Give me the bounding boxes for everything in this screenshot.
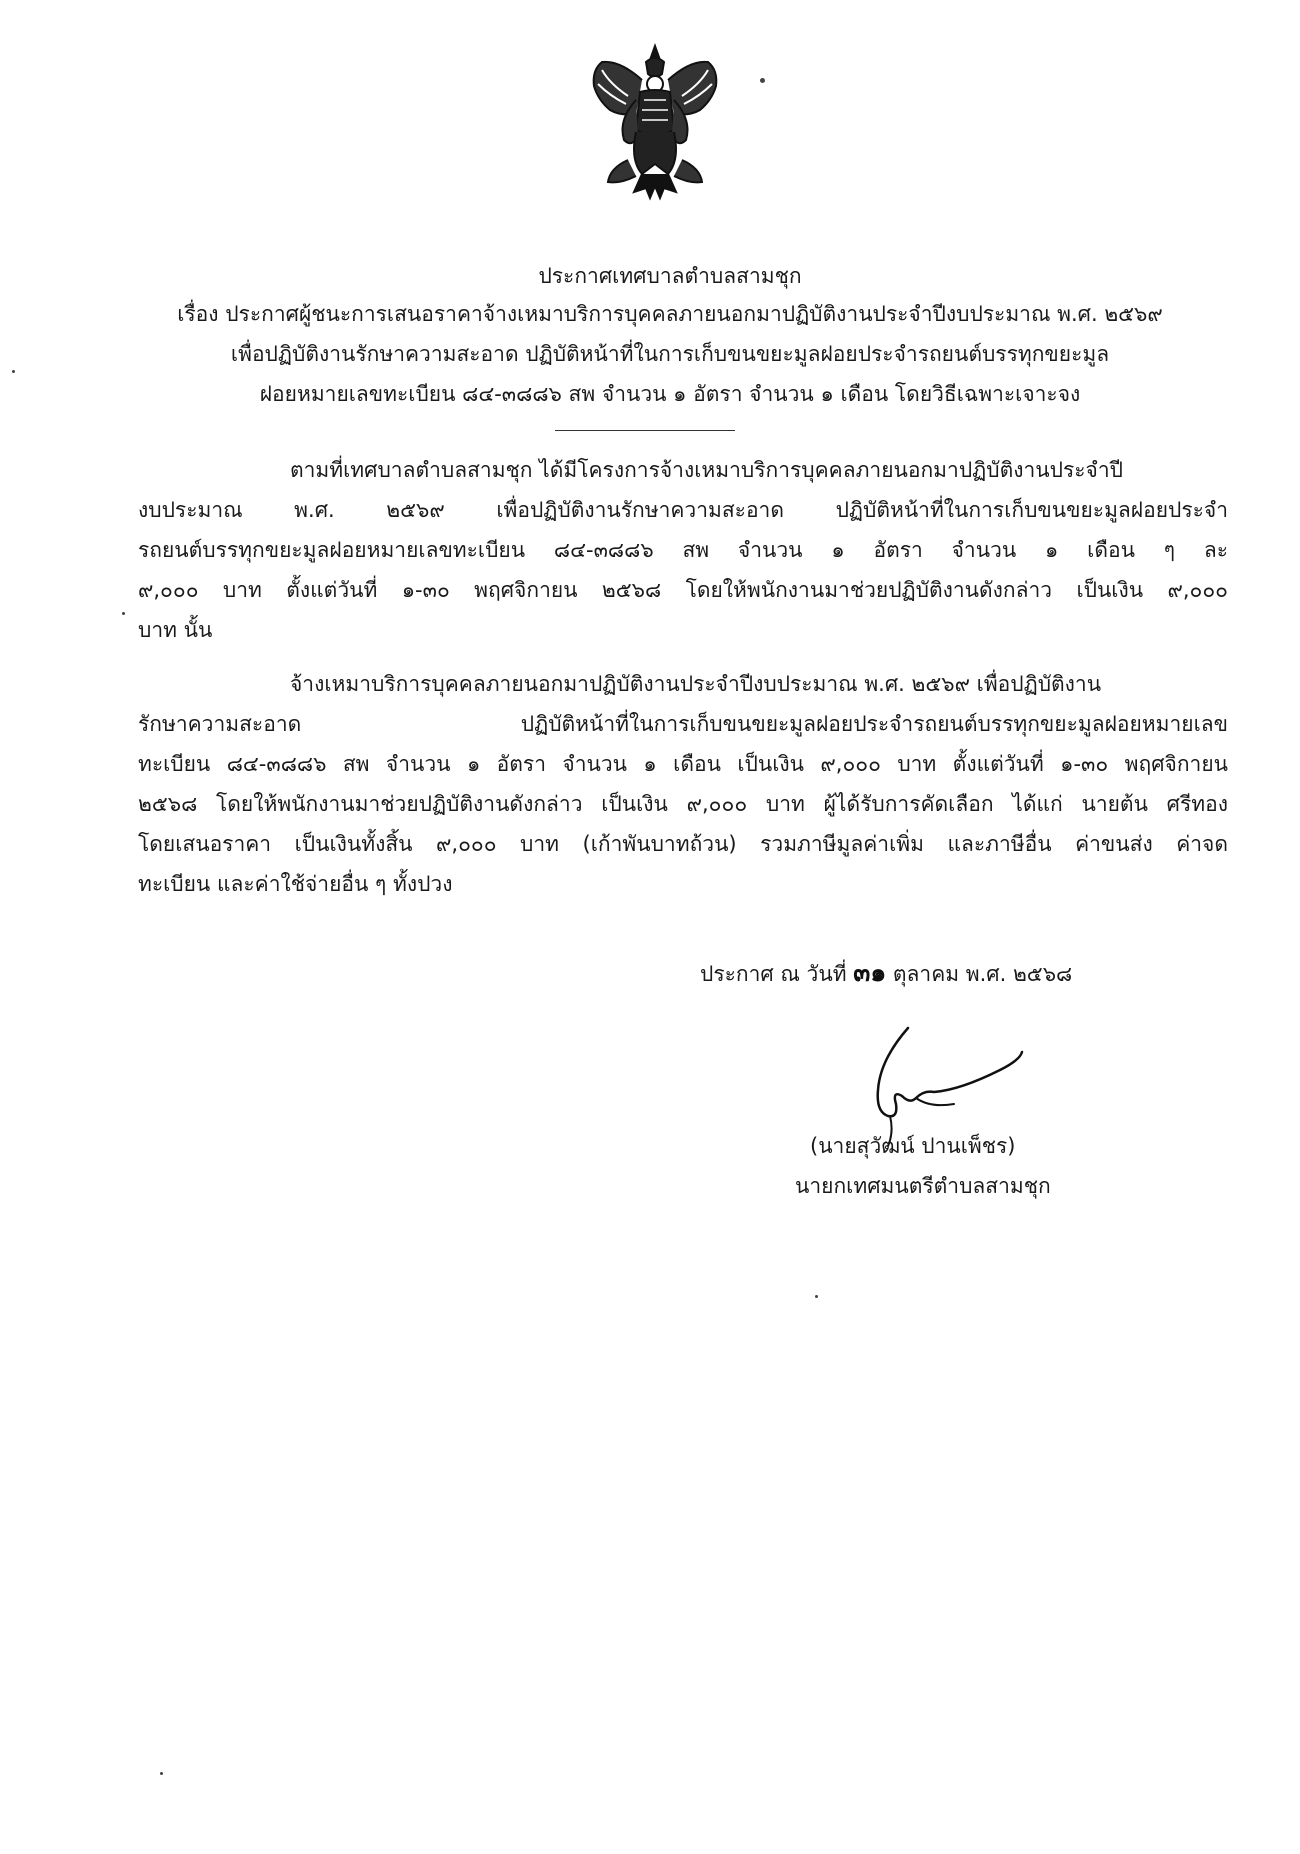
paragraph-2-line: ทะเบียน และค่าใช้จ่ายอื่น ๆ ทั้งปวง xyxy=(138,872,453,896)
scan-speck xyxy=(160,1772,163,1775)
paragraph-1-line: งบประมาณ พ.ศ. ๒๕๖๙ เพื่อปฏิบัติงานรักษาความสะอาด ปฏิบัติหน้าที่ในการเก็บขนขยะมูลฝอยประจำ xyxy=(138,498,1228,522)
paragraph-2-line: โดยเสนอราคา เป็นเงินทั้งสิ้น ๙,๐๐๐ บาท (เก้าพันบาทถ้วน) รวมภาษีมูลค่าเพิ่ม และภาษีอื่น ค่าขนส่ง ค่าจด xyxy=(138,832,1228,856)
signer-name: (นายสุวัฒน์ ปานเพ็ชร) xyxy=(810,1134,1016,1158)
paragraph-2-line: ทะเบียน ๘๔-๓๘๘๖ สพ จำนวน ๑ อัตรา จำนวน ๑ เดือน เป็นเงิน ๙,๐๐๐ บาท ตั้งแต่วันที่ ๑-๓๐ พฤศจิกายน xyxy=(138,752,1228,776)
signer-position: นายกเทศมนตรีตำบลสามชุก xyxy=(795,1174,1051,1198)
paragraph-1-line: บาท นั้น xyxy=(138,618,213,642)
paragraph-2-line: จ้างเหมาบริการบุคคลภายนอกมาปฏิบัติงานประจำปีงบประมาณ พ.ศ. ๒๕๖๙ เพื่อปฏิบัติงาน xyxy=(290,672,1102,696)
announcement-title: ประกาศเทศบาลตำบลสามชุก xyxy=(538,264,802,288)
announcement-date xyxy=(700,955,1072,992)
date-prefix: ประกาศ ณ วันที่ xyxy=(700,962,847,986)
paragraph-1-line: ๙,๐๐๐ บาท ตั้งแต่วันที่ ๑-๓๐ พฤศจิกายน ๒๕๖๘ โดยให้พนักงานมาช่วยปฏิบัติงานดังกล่าว เป็นเงิน ๙,๐๐๐ xyxy=(138,578,1228,602)
scan-speck xyxy=(12,370,15,373)
paragraph-1 xyxy=(138,450,1228,650)
date-day: ๓๑ xyxy=(853,958,887,987)
garuda-emblem-icon xyxy=(580,40,730,205)
subject-line-1: เรื่อง ประกาศผู้ชนะการเสนอราคาจ้างเหมาบริการบุคคลภายนอกมาปฏิบัติงานประจำปีงบประมาณ พ.ศ. ๒๕๖๙ xyxy=(177,302,1163,326)
subject-line-2: เพื่อปฏิบัติงานรักษาความสะอาด ปฏิบัติหน้าที่ในการเก็บขนขยะมูลฝอยประจำรถยนต์บรรทุกขยะมูล xyxy=(230,342,1110,366)
paragraph-1-line: ตามที่เทศบาลตำบลสามชุก ได้มีโครงการจ้างเหมาบริการบุคคลภายนอกมาปฏิบัติงานประจำปี xyxy=(290,458,1123,482)
scan-speck xyxy=(815,1295,818,1298)
scan-speck xyxy=(760,78,765,83)
subject-line-3: ฝอยหมายเลขทะเบียน ๘๔-๓๘๘๖ สพ จำนวน ๑ อัตรา จำนวน ๑ เดือน โดยวิธีเฉพาะเจาะจง xyxy=(259,382,1081,406)
scan-speck xyxy=(122,612,125,615)
date-month-year: ตุลาคม พ.ศ. ๒๕๖๘ xyxy=(892,962,1073,986)
paragraph-1-line: รถยนต์บรรทุกขยะมูลฝอยหมายเลขทะเบียน ๘๔-๓๘๘๖ สพ จำนวน ๑ อัตรา จำนวน ๑ เดือน ๆ ละ xyxy=(138,538,1228,562)
paragraph-2-line: รักษาความสะอาด ปฏิบัติหน้าที่ในการเก็บขนขยะมูลฝอยประจำรถยนต์บรรทุกขยะมูลฝอยหมายเลข xyxy=(138,712,1228,736)
paragraph-2-line: ๒๕๖๘ โดยให้พนักงานมาช่วยปฏิบัติงานดังกล่าว เป็นเงิน ๙,๐๐๐ บาท ผู้ได้รับการคัดเลือก ได้แก่ นายต้น ศรีทอง xyxy=(138,792,1228,816)
paragraph-2 xyxy=(138,664,1228,904)
title-divider xyxy=(555,430,735,431)
